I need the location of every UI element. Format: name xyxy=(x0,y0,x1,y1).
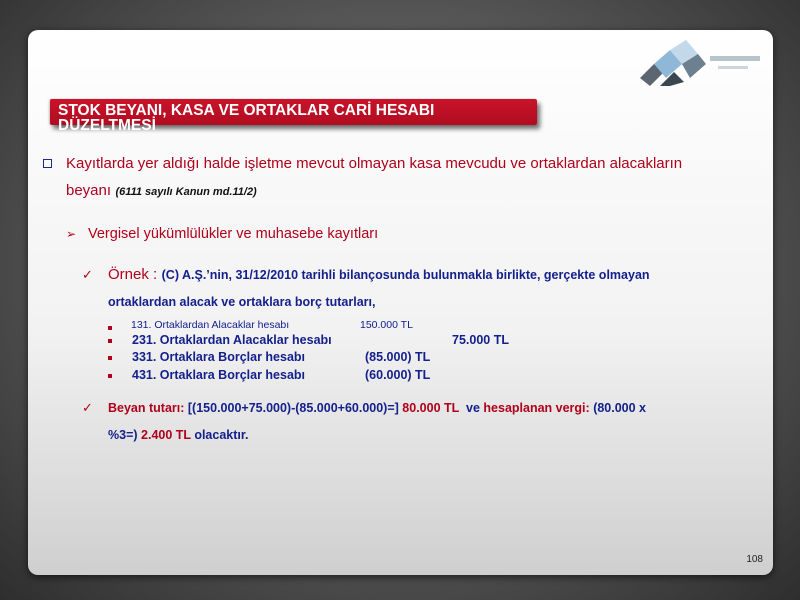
small-square-bullet-icon xyxy=(108,356,112,360)
account-amount: (60.000) TL xyxy=(365,368,431,382)
tax-formula-start: (80.000 x xyxy=(593,401,647,415)
declared-amount: 80.000 TL xyxy=(402,401,460,415)
page-number: 108 xyxy=(746,554,763,565)
chevron-right-icon: ➢ xyxy=(66,227,77,241)
tax-label: hesaplanan vergi: xyxy=(483,401,590,415)
account-amount: 150.000 TL xyxy=(360,319,413,331)
example-line1 xyxy=(108,266,650,284)
account-name: 431. Ortaklara Borçlar hesabı xyxy=(132,368,306,382)
account-row-4 xyxy=(132,368,430,382)
example-line2: ortaklardan alacak ve ortaklara borç tutarları, xyxy=(108,295,376,309)
example-label: Örnek : xyxy=(108,266,158,283)
small-square-bullet-icon xyxy=(108,339,112,343)
bullet1-line1: Kayıtlarda yer aldığı halde işletme mevcut olmayan kasa mevcudu ve ortaklardan alacakların xyxy=(66,155,683,172)
account-row-2 xyxy=(132,333,509,347)
company-logo xyxy=(640,38,770,88)
declared-line2 xyxy=(108,428,249,442)
bullet2-text: Vergisel yükümlülükler ve muhasebe kayıtları xyxy=(88,226,379,242)
declared-line1 xyxy=(108,401,646,415)
account-amount: 75.000 TL xyxy=(452,333,509,347)
declared-label: Beyan tutarı: xyxy=(108,401,185,415)
account-amount: (85.000) TL xyxy=(365,350,431,364)
tax-tail: olacaktır. xyxy=(194,428,249,442)
tax-amount: 2.400 TL xyxy=(141,428,191,442)
bullet1-line2 xyxy=(66,182,257,200)
account-row-3 xyxy=(132,350,430,364)
slide xyxy=(28,30,773,575)
account-name: 331. Ortaklara Borçlar hesabı xyxy=(132,350,306,364)
example-text-1: (C) A.Ş.’nin, 31/12/2010 tarihli bilançosunda bulunmakla birlikte, gerçekte olmayan xyxy=(161,268,650,282)
declared-formula: [(150.000+75.000)-(85.000+60.000)=] xyxy=(187,401,399,415)
checkmark-icon: ✓ xyxy=(82,400,93,415)
small-square-bullet-icon xyxy=(108,374,112,378)
square-bullet-icon xyxy=(43,159,52,168)
account-row-1 xyxy=(131,319,413,331)
bullet1-law-reference: (6111 sayılı Kanun md.11/2) xyxy=(115,186,257,198)
checkmark-icon: ✓ xyxy=(82,267,93,282)
slide-title-bar xyxy=(50,99,537,134)
bullet1-beyani: beyanı xyxy=(66,182,112,199)
tax-formula-end: %3=) xyxy=(108,428,138,442)
account-name: 231. Ortaklardan Alacaklar hesabı xyxy=(132,333,332,347)
account-name: 131. Ortaklardan Alacaklar hesabı xyxy=(131,319,290,331)
small-square-bullet-icon xyxy=(108,326,112,330)
tax-and: ve xyxy=(466,401,480,415)
slide-title: STOK BEYANI, KASA VE ORTAKLAR CARİ HESABI DÜZELTMESİ xyxy=(58,102,435,134)
